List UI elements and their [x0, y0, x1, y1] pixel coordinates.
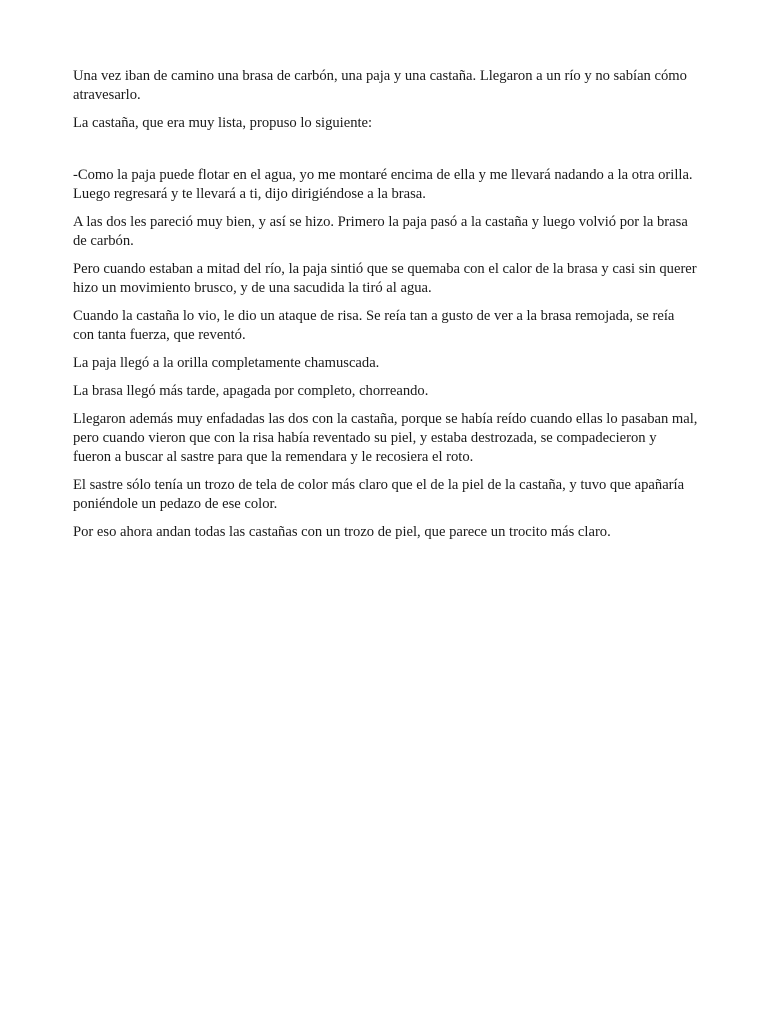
- paragraph-2: La castaña, que era muy lista, propuso lo siguiente:: [73, 115, 373, 131]
- paragraph-3: -Como la paja puede flotar en el agua, yo me montaré encima de ella y me llevará nadando a la otra orilla. Luego regresará y te llevará a ti, dijo dirigiéndose a la brasa.: [73, 167, 693, 202]
- document-page: [73, 67, 698, 551]
- paragraph-8: La brasa llegó más tarde, apagada por completo, chorreando.: [73, 383, 429, 399]
- paragraph-9: Llegaron además muy enfadadas las dos con la castaña, porque se había reído cuando ellas lo pasaban mal, pero cuando vieron que con la risa había reventado su piel, y estaba destrozada, se compadecieron y fueron a buscar al sastre para que la remendara y le recosiera el roto.: [73, 411, 698, 465]
- paragraph-6: Cuando la castaña lo vio, le dio un ataque de risa. Se reía tan a gusto de ver a la brasa remojada, se reía con tanta fuerza, que reventó.: [73, 308, 675, 343]
- paragraph-4: A las dos les pareció muy bien, y así se hizo. Primero la paja pasó a la castaña y luego volvió por la brasa de carbón.: [73, 214, 688, 249]
- paragraph-7: La paja llegó a la orilla completamente chamuscada.: [73, 355, 380, 371]
- paragraph-10: El sastre sólo tenía un trozo de tela de color más claro que el de la piel de la castaña, y tuvo que apañaría poniéndole un pedazo de ese color.: [73, 477, 685, 512]
- paragraph-11: Por eso ahora andan todas las castañas con un trozo de piel, que parece un trocito más claro.: [73, 524, 611, 540]
- paragraph-1: Una vez iban de camino una brasa de carbón, una paja y una castaña. Llegaron a un río y no sabían cómo atravesarlo.: [73, 68, 687, 103]
- paragraph-5: Pero cuando estaban a mitad del río, la paja sintió que se quemaba con el calor de la brasa y casi sin querer hizo un movimiento brusco, y de una sacudida la tiró al agua.: [73, 261, 697, 296]
